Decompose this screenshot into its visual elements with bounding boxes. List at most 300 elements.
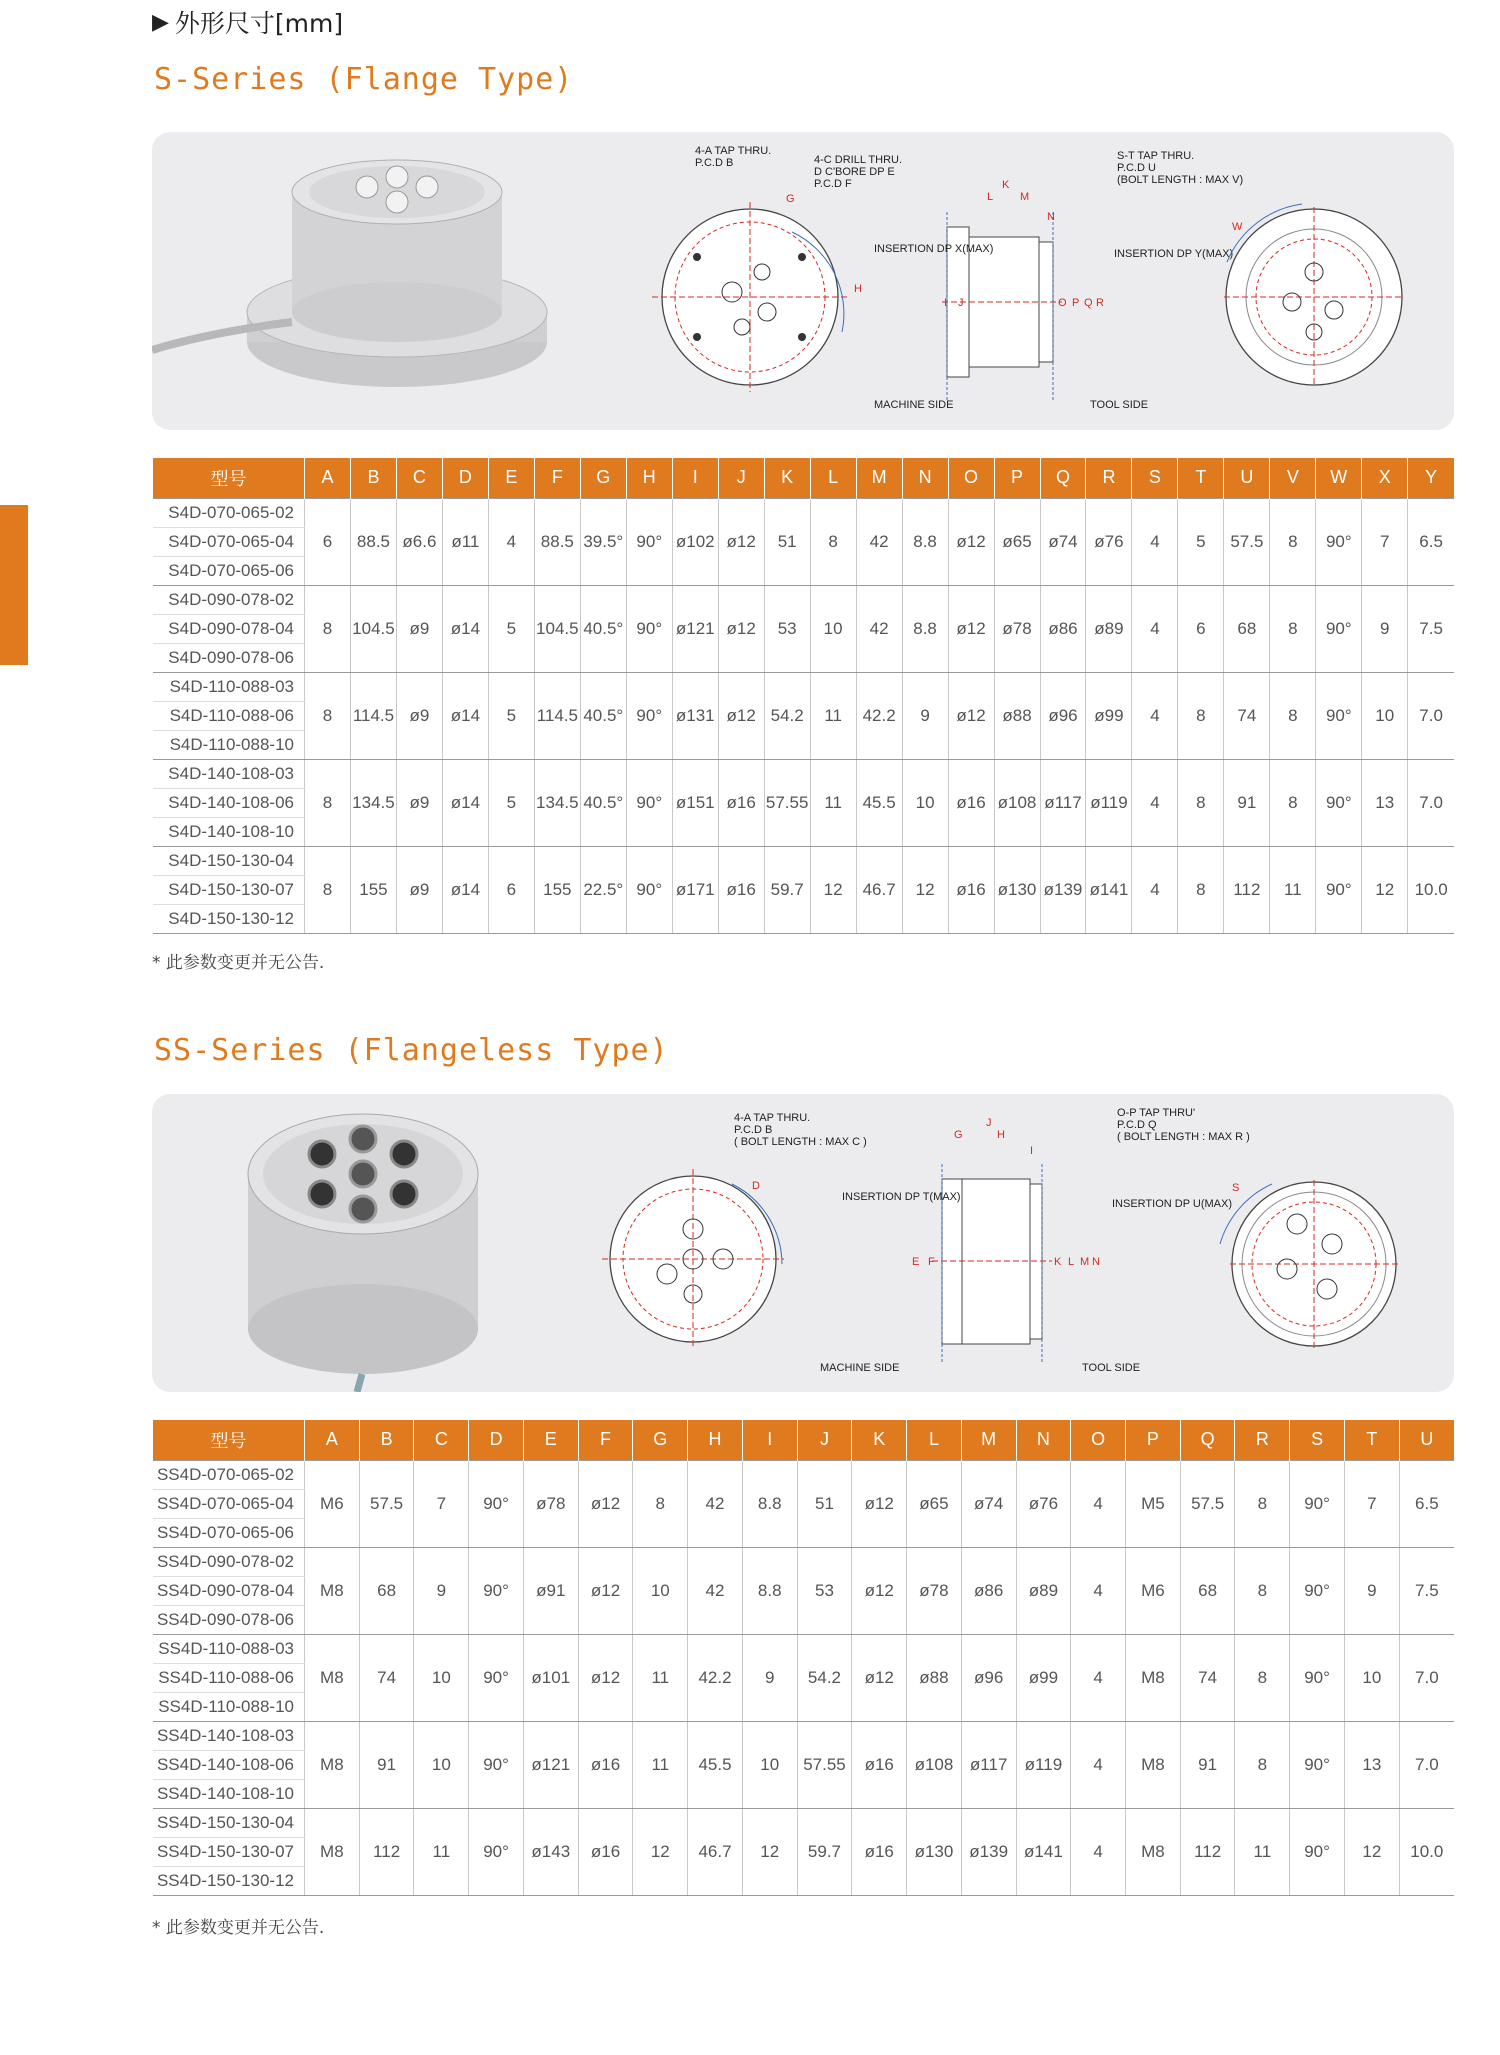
value-cell-a: M6 xyxy=(305,1460,360,1547)
value-cell-m: 42 xyxy=(856,498,902,585)
s-series-diagram xyxy=(152,132,1454,430)
model-cell: S4D-140-108-06 xyxy=(153,788,305,817)
table-row xyxy=(153,585,1455,614)
ss-label-tap-a: 4-A TAP THRU. xyxy=(734,1112,811,1124)
table-row xyxy=(153,498,1455,527)
page-heading xyxy=(152,4,343,40)
value-cell-y: 6.5 xyxy=(1408,498,1454,585)
value-cell-p: M8 xyxy=(1126,1634,1181,1721)
value-cell-f: ø16 xyxy=(578,1808,633,1895)
value-cell-h: 90° xyxy=(626,585,672,672)
model-cell: S4D-070-065-02 xyxy=(153,498,305,527)
value-cell-u: 74 xyxy=(1224,672,1270,759)
col-header-h: H xyxy=(626,458,672,498)
value-cell-d: 90° xyxy=(469,1460,524,1547)
col-header-f: F xyxy=(534,458,580,498)
value-cell-k: 59.7 xyxy=(764,846,810,933)
value-cell-e: 5 xyxy=(488,585,534,672)
value-cell-r: 8 xyxy=(1235,1547,1290,1634)
s-series-rear-view xyxy=(1224,204,1404,387)
value-cell-v: 8 xyxy=(1270,498,1316,585)
value-cell-e: 4 xyxy=(488,498,534,585)
value-cell-j: ø12 xyxy=(718,585,764,672)
col-header-e: E xyxy=(523,1420,578,1460)
ss-series-spec-table xyxy=(152,1420,1454,1896)
table-row xyxy=(153,1460,1455,1489)
value-cell-a: 8 xyxy=(305,846,351,933)
ss-series-header-row xyxy=(153,1420,1455,1460)
s-label-i: I xyxy=(944,297,948,309)
value-cell-x: 9 xyxy=(1362,585,1408,672)
col-header-r: R xyxy=(1235,1420,1290,1460)
model-cell: S4D-090-078-06 xyxy=(153,643,305,672)
s-label-j: J xyxy=(958,297,964,309)
value-cell-j: ø12 xyxy=(718,498,764,585)
value-cell-o: 4 xyxy=(1071,1547,1126,1634)
s-series-product-photo xyxy=(152,160,547,387)
value-cell-j: ø16 xyxy=(718,759,764,846)
value-cell-j: ø16 xyxy=(718,846,764,933)
col-header-s: S xyxy=(1290,1420,1345,1460)
value-cell-h: 90° xyxy=(626,672,672,759)
value-cell-r: 11 xyxy=(1235,1808,1290,1895)
value-cell-s: 90° xyxy=(1290,1547,1345,1634)
value-cell-a: 8 xyxy=(305,585,351,672)
ss-series-front-view xyxy=(602,1169,784,1349)
col-header-g: G xyxy=(580,458,626,498)
value-cell-o: ø12 xyxy=(948,498,994,585)
col-header-d: D xyxy=(442,458,488,498)
value-cell-a: 8 xyxy=(305,672,351,759)
value-cell-d: 90° xyxy=(469,1547,524,1634)
col-header-n: N xyxy=(1016,1420,1071,1460)
table-row xyxy=(153,759,1455,788)
value-cell-s: 90° xyxy=(1290,1460,1345,1547)
col-header-u: U xyxy=(1224,458,1270,498)
col-header-q: Q xyxy=(1180,1420,1235,1460)
value-cell-d: ø14 xyxy=(442,585,488,672)
s-label-h: H xyxy=(854,283,862,295)
value-cell-m: ø139 xyxy=(961,1808,1016,1895)
ss-label-insert-u: INSERTION DP U(MAX) xyxy=(1112,1198,1232,1210)
model-cell: S4D-070-065-04 xyxy=(153,527,305,556)
model-cell: S4D-070-065-06 xyxy=(153,556,305,585)
value-cell-k: 51 xyxy=(764,498,810,585)
value-cell-t: 5 xyxy=(1178,498,1224,585)
col-header-model: 型号 xyxy=(153,1420,305,1460)
value-cell-l: 11 xyxy=(810,672,856,759)
value-cell-l: 8 xyxy=(810,498,856,585)
value-cell-x: 12 xyxy=(1362,846,1408,933)
s-label-insert-x: INSERTION DP X(MAX) xyxy=(874,243,994,255)
col-header-model: 型号 xyxy=(153,458,305,498)
value-cell-w: 90° xyxy=(1316,672,1362,759)
ss-label-n: N xyxy=(1092,1256,1100,1268)
value-cell-r: 8 xyxy=(1235,1721,1290,1808)
model-cell: S4D-150-130-07 xyxy=(153,875,305,904)
model-cell: SS4D-140-108-10 xyxy=(153,1779,305,1808)
value-cell-n: 10 xyxy=(902,759,948,846)
value-cell-s: 90° xyxy=(1290,1808,1345,1895)
value-cell-p: M6 xyxy=(1126,1547,1181,1634)
value-cell-i: ø121 xyxy=(672,585,718,672)
value-cell-b: 104.5 xyxy=(350,585,396,672)
value-cell-g: 10 xyxy=(633,1547,688,1634)
s-label-drill-c: 4-C DRILL THRU. xyxy=(814,154,903,166)
value-cell-c: ø9 xyxy=(396,759,442,846)
model-cell: S4D-150-130-04 xyxy=(153,846,305,875)
col-header-a: A xyxy=(305,1420,360,1460)
value-cell-t: 6 xyxy=(1178,585,1224,672)
col-header-l: L xyxy=(810,458,856,498)
model-cell: SS4D-110-088-10 xyxy=(153,1692,305,1721)
value-cell-c: ø9 xyxy=(396,585,442,672)
s-series-header-row xyxy=(153,458,1455,498)
value-cell-h: 90° xyxy=(626,846,672,933)
value-cell-b: 68 xyxy=(359,1547,414,1634)
col-header-k: K xyxy=(852,1420,907,1460)
model-cell: SS4D-140-108-03 xyxy=(153,1721,305,1750)
value-cell-g: 11 xyxy=(633,1634,688,1721)
value-cell-w: 90° xyxy=(1316,498,1362,585)
value-cell-q: 112 xyxy=(1180,1808,1235,1895)
value-cell-q: ø86 xyxy=(1040,585,1086,672)
value-cell-t: 12 xyxy=(1344,1808,1399,1895)
value-cell-q: ø74 xyxy=(1040,498,1086,585)
value-cell-e: ø121 xyxy=(523,1721,578,1808)
ss-label-bolt-c: ( BOLT LENGTH : MAX C ) xyxy=(734,1136,867,1148)
value-cell-b: 88.5 xyxy=(350,498,396,585)
value-cell-r: ø99 xyxy=(1086,672,1132,759)
col-header-i: I xyxy=(742,1420,797,1460)
value-cell-o: 4 xyxy=(1071,1460,1126,1547)
side-tab xyxy=(0,505,28,665)
col-header-c: C xyxy=(396,458,442,498)
value-cell-i: 8.8 xyxy=(742,1460,797,1547)
value-cell-o: 4 xyxy=(1071,1808,1126,1895)
value-cell-q: 91 xyxy=(1180,1721,1235,1808)
ss-label-insert-t: INSERTION DP T(MAX) xyxy=(842,1191,961,1203)
value-cell-g: 11 xyxy=(633,1721,688,1808)
value-cell-l: ø130 xyxy=(907,1808,962,1895)
col-header-q: Q xyxy=(1040,458,1086,498)
value-cell-p: ø88 xyxy=(994,672,1040,759)
value-cell-n: 8.8 xyxy=(902,498,948,585)
value-cell-o: ø12 xyxy=(948,672,994,759)
s-series-note: * 此参数变更并无公告. xyxy=(152,953,325,973)
col-header-m: M xyxy=(961,1420,1016,1460)
value-cell-k: ø16 xyxy=(852,1808,907,1895)
value-cell-i: ø131 xyxy=(672,672,718,759)
col-header-p: P xyxy=(994,458,1040,498)
value-cell-b: 91 xyxy=(359,1721,414,1808)
value-cell-l: ø65 xyxy=(907,1460,962,1547)
value-cell-b: 57.5 xyxy=(359,1460,414,1547)
s-label-r: R xyxy=(1096,297,1104,309)
col-header-o: O xyxy=(1071,1420,1126,1460)
value-cell-e: ø143 xyxy=(523,1808,578,1895)
s-label-p: P xyxy=(1072,297,1080,309)
value-cell-h: 42 xyxy=(688,1460,743,1547)
s-label-pcd-u: P.C.D U xyxy=(1117,162,1156,174)
value-cell-h: 90° xyxy=(626,498,672,585)
s-series-table-body xyxy=(153,498,1455,933)
value-cell-f: ø12 xyxy=(578,1547,633,1634)
value-cell-m: ø86 xyxy=(961,1547,1016,1634)
value-cell-q: 68 xyxy=(1180,1547,1235,1634)
value-cell-t: 8 xyxy=(1178,759,1224,846)
value-cell-y: 7.0 xyxy=(1408,759,1454,846)
value-cell-f: 134.5 xyxy=(534,759,580,846)
value-cell-a: M8 xyxy=(305,1721,360,1808)
model-cell: SS4D-110-088-03 xyxy=(153,1634,305,1663)
s-series-front-view xyxy=(652,202,848,392)
value-cell-p: M5 xyxy=(1126,1460,1181,1547)
value-cell-n: ø119 xyxy=(1016,1721,1071,1808)
s-label-tap-st: S-T TAP THRU. xyxy=(1117,150,1195,162)
value-cell-s: 4 xyxy=(1132,846,1178,933)
value-cell-r: ø119 xyxy=(1086,759,1132,846)
value-cell-k: ø16 xyxy=(852,1721,907,1808)
value-cell-g: 12 xyxy=(633,1808,688,1895)
model-cell: S4D-140-108-10 xyxy=(153,817,305,846)
ss-label-tool-side: TOOL SIDE xyxy=(1082,1362,1141,1374)
col-header-m: M xyxy=(856,458,902,498)
value-cell-d: ø14 xyxy=(442,846,488,933)
value-cell-s: 90° xyxy=(1290,1634,1345,1721)
value-cell-l: 11 xyxy=(810,759,856,846)
value-cell-a: 6 xyxy=(305,498,351,585)
value-cell-j: 59.7 xyxy=(797,1808,852,1895)
value-cell-k: 54.2 xyxy=(764,672,810,759)
value-cell-g: 8 xyxy=(633,1460,688,1547)
value-cell-t: 9 xyxy=(1344,1547,1399,1634)
value-cell-k: 57.55 xyxy=(764,759,810,846)
value-cell-o: ø12 xyxy=(948,585,994,672)
ss-series-note: * 此参数变更并无公告. xyxy=(152,1918,325,1938)
value-cell-m: 42 xyxy=(856,585,902,672)
value-cell-a: M8 xyxy=(305,1634,360,1721)
ss-label-g: G xyxy=(954,1129,963,1141)
value-cell-r: 8 xyxy=(1235,1460,1290,1547)
col-header-y: Y xyxy=(1408,458,1454,498)
s-label-cbore: D C'BORE DP E xyxy=(814,166,895,178)
value-cell-p: ø65 xyxy=(994,498,1040,585)
ss-label-h: H xyxy=(997,1129,1005,1141)
value-cell-f: ø12 xyxy=(578,1634,633,1721)
value-cell-u: 57.5 xyxy=(1224,498,1270,585)
value-cell-d: ø14 xyxy=(442,672,488,759)
value-cell-n: ø141 xyxy=(1016,1808,1071,1895)
col-header-k: K xyxy=(764,458,810,498)
table-row xyxy=(153,1808,1455,1837)
model-cell: S4D-110-088-06 xyxy=(153,701,305,730)
col-header-c: C xyxy=(414,1420,469,1460)
value-cell-q: 74 xyxy=(1180,1634,1235,1721)
s-label-o: O xyxy=(1058,297,1067,309)
value-cell-i: 9 xyxy=(742,1634,797,1721)
s-series-spec-table xyxy=(152,458,1454,934)
value-cell-b: 134.5 xyxy=(350,759,396,846)
value-cell-y: 7.0 xyxy=(1408,672,1454,759)
ss-label-pcd-b: P.C.D B xyxy=(734,1124,773,1136)
value-cell-p: ø108 xyxy=(994,759,1040,846)
value-cell-u: 7.5 xyxy=(1399,1547,1454,1634)
col-header-x: X xyxy=(1362,458,1408,498)
ss-series-table-body xyxy=(153,1460,1455,1895)
col-header-r: R xyxy=(1086,458,1132,498)
value-cell-l: ø78 xyxy=(907,1547,962,1634)
ss-label-m: M xyxy=(1080,1256,1090,1268)
value-cell-r: ø76 xyxy=(1086,498,1132,585)
table-row xyxy=(153,1634,1455,1663)
ss-label-tap-op: O-P TAP THRU' xyxy=(1117,1107,1196,1119)
value-cell-j: 53 xyxy=(797,1547,852,1634)
value-cell-f: 155 xyxy=(534,846,580,933)
model-cell: SS4D-070-065-06 xyxy=(153,1518,305,1547)
value-cell-f: 104.5 xyxy=(534,585,580,672)
value-cell-l: 10 xyxy=(810,585,856,672)
model-cell: SS4D-090-078-04 xyxy=(153,1576,305,1605)
model-cell: S4D-140-108-03 xyxy=(153,759,305,788)
col-header-d: D xyxy=(469,1420,524,1460)
model-cell: SS4D-070-065-02 xyxy=(153,1460,305,1489)
value-cell-b: 114.5 xyxy=(350,672,396,759)
value-cell-n: ø89 xyxy=(1016,1547,1071,1634)
value-cell-h: 45.5 xyxy=(688,1721,743,1808)
table-row xyxy=(153,1547,1455,1576)
value-cell-e: ø78 xyxy=(523,1460,578,1547)
value-cell-j: ø12 xyxy=(718,672,764,759)
value-cell-j: 54.2 xyxy=(797,1634,852,1721)
value-cell-o: 4 xyxy=(1071,1721,1126,1808)
value-cell-c: ø9 xyxy=(396,672,442,759)
ss-series-title: SS-Series (Flangeless Type) xyxy=(154,1033,669,1068)
value-cell-m: 42.2 xyxy=(856,672,902,759)
value-cell-y: 7.5 xyxy=(1408,585,1454,672)
s-label-n: N xyxy=(1047,211,1055,223)
value-cell-u: 7.0 xyxy=(1399,1721,1454,1808)
s-label-l: L xyxy=(987,191,994,203)
ss-label-bolt-r: ( BOLT LENGTH : MAX R ) xyxy=(1117,1131,1250,1143)
value-cell-h: 46.7 xyxy=(688,1808,743,1895)
ss-label-d: D xyxy=(752,1180,760,1192)
s-label-tap-a: 4-A TAP THRU. xyxy=(695,145,772,157)
value-cell-s: 4 xyxy=(1132,759,1178,846)
value-cell-i: 12 xyxy=(742,1808,797,1895)
value-cell-k: ø12 xyxy=(852,1547,907,1634)
value-cell-x: 7 xyxy=(1362,498,1408,585)
ss-label-j: J xyxy=(986,1117,992,1129)
value-cell-t: 10 xyxy=(1344,1634,1399,1721)
s-label-tool-side: TOOL SIDE xyxy=(1090,399,1149,411)
value-cell-a: 8 xyxy=(305,759,351,846)
model-cell: S4D-090-078-02 xyxy=(153,585,305,614)
value-cell-r: ø89 xyxy=(1086,585,1132,672)
ss-series-rear-view xyxy=(1220,1180,1398,1348)
value-cell-j: 57.55 xyxy=(797,1721,852,1808)
value-cell-d: 90° xyxy=(469,1634,524,1721)
value-cell-q: ø139 xyxy=(1040,846,1086,933)
value-cell-f: ø12 xyxy=(578,1460,633,1547)
value-cell-d: ø14 xyxy=(442,759,488,846)
col-header-i: I xyxy=(672,458,718,498)
col-header-b: B xyxy=(350,458,396,498)
value-cell-e: ø101 xyxy=(523,1634,578,1721)
s-label-w: W xyxy=(1232,221,1243,233)
ss-label-k: K xyxy=(1054,1256,1062,1268)
s-label-m: M xyxy=(1020,191,1030,203)
page-heading-text: 外形尺寸[mm] xyxy=(174,9,344,38)
value-cell-c: 9 xyxy=(414,1547,469,1634)
model-cell: SS4D-110-088-06 xyxy=(153,1663,305,1692)
ss-label-machine-side: MACHINE SIDE xyxy=(820,1362,900,1374)
value-cell-t: 7 xyxy=(1344,1460,1399,1547)
value-cell-i: ø171 xyxy=(672,846,718,933)
value-cell-n: ø99 xyxy=(1016,1634,1071,1721)
value-cell-f: 88.5 xyxy=(534,498,580,585)
col-header-u: U xyxy=(1399,1420,1454,1460)
col-header-j: J xyxy=(797,1420,852,1460)
col-header-g: G xyxy=(633,1420,688,1460)
value-cell-w: 90° xyxy=(1316,585,1362,672)
value-cell-o: 4 xyxy=(1071,1634,1126,1721)
value-cell-d: 90° xyxy=(469,1721,524,1808)
value-cell-j: 51 xyxy=(797,1460,852,1547)
model-cell: SS4D-150-130-07 xyxy=(153,1837,305,1866)
value-cell-q: ø96 xyxy=(1040,672,1086,759)
col-header-p: P xyxy=(1126,1420,1181,1460)
value-cell-r: ø141 xyxy=(1086,846,1132,933)
value-cell-c: 10 xyxy=(414,1634,469,1721)
s-series-title: S-Series (Flange Type) xyxy=(154,62,574,97)
value-cell-p: M8 xyxy=(1126,1721,1181,1808)
s-label-pcd-b: P.C.D B xyxy=(695,157,734,169)
ss-label-f: F xyxy=(928,1256,935,1268)
value-cell-v: 8 xyxy=(1270,585,1316,672)
value-cell-k: ø12 xyxy=(852,1634,907,1721)
value-cell-s: 4 xyxy=(1132,498,1178,585)
value-cell-u: 6.5 xyxy=(1399,1460,1454,1547)
col-header-n: N xyxy=(902,458,948,498)
value-cell-i: 10 xyxy=(742,1721,797,1808)
value-cell-p: ø130 xyxy=(994,846,1040,933)
value-cell-p: ø78 xyxy=(994,585,1040,672)
table-row xyxy=(153,672,1455,701)
ss-label-s: S xyxy=(1232,1182,1240,1194)
value-cell-n: 8.8 xyxy=(902,585,948,672)
value-cell-b: 112 xyxy=(359,1808,414,1895)
value-cell-v: 8 xyxy=(1270,672,1316,759)
value-cell-q: ø117 xyxy=(1040,759,1086,846)
value-cell-d: ø11 xyxy=(442,498,488,585)
col-header-t: T xyxy=(1178,458,1224,498)
value-cell-g: 40.5° xyxy=(580,759,626,846)
model-cell: SS4D-150-130-04 xyxy=(153,1808,305,1837)
col-header-j: J xyxy=(718,458,764,498)
s-label-k: K xyxy=(1002,179,1010,191)
value-cell-m: 46.7 xyxy=(856,846,902,933)
ss-label-l: L xyxy=(1068,1256,1075,1268)
model-cell: SS4D-070-065-04 xyxy=(153,1489,305,1518)
ss-label-pcd-q: P.C.D Q xyxy=(1117,1119,1157,1131)
value-cell-m: 45.5 xyxy=(856,759,902,846)
model-cell: S4D-150-130-12 xyxy=(153,904,305,933)
value-cell-e: 5 xyxy=(488,672,534,759)
col-header-e: E xyxy=(488,458,534,498)
value-cell-f: ø16 xyxy=(578,1721,633,1808)
value-cell-h: 42 xyxy=(688,1547,743,1634)
